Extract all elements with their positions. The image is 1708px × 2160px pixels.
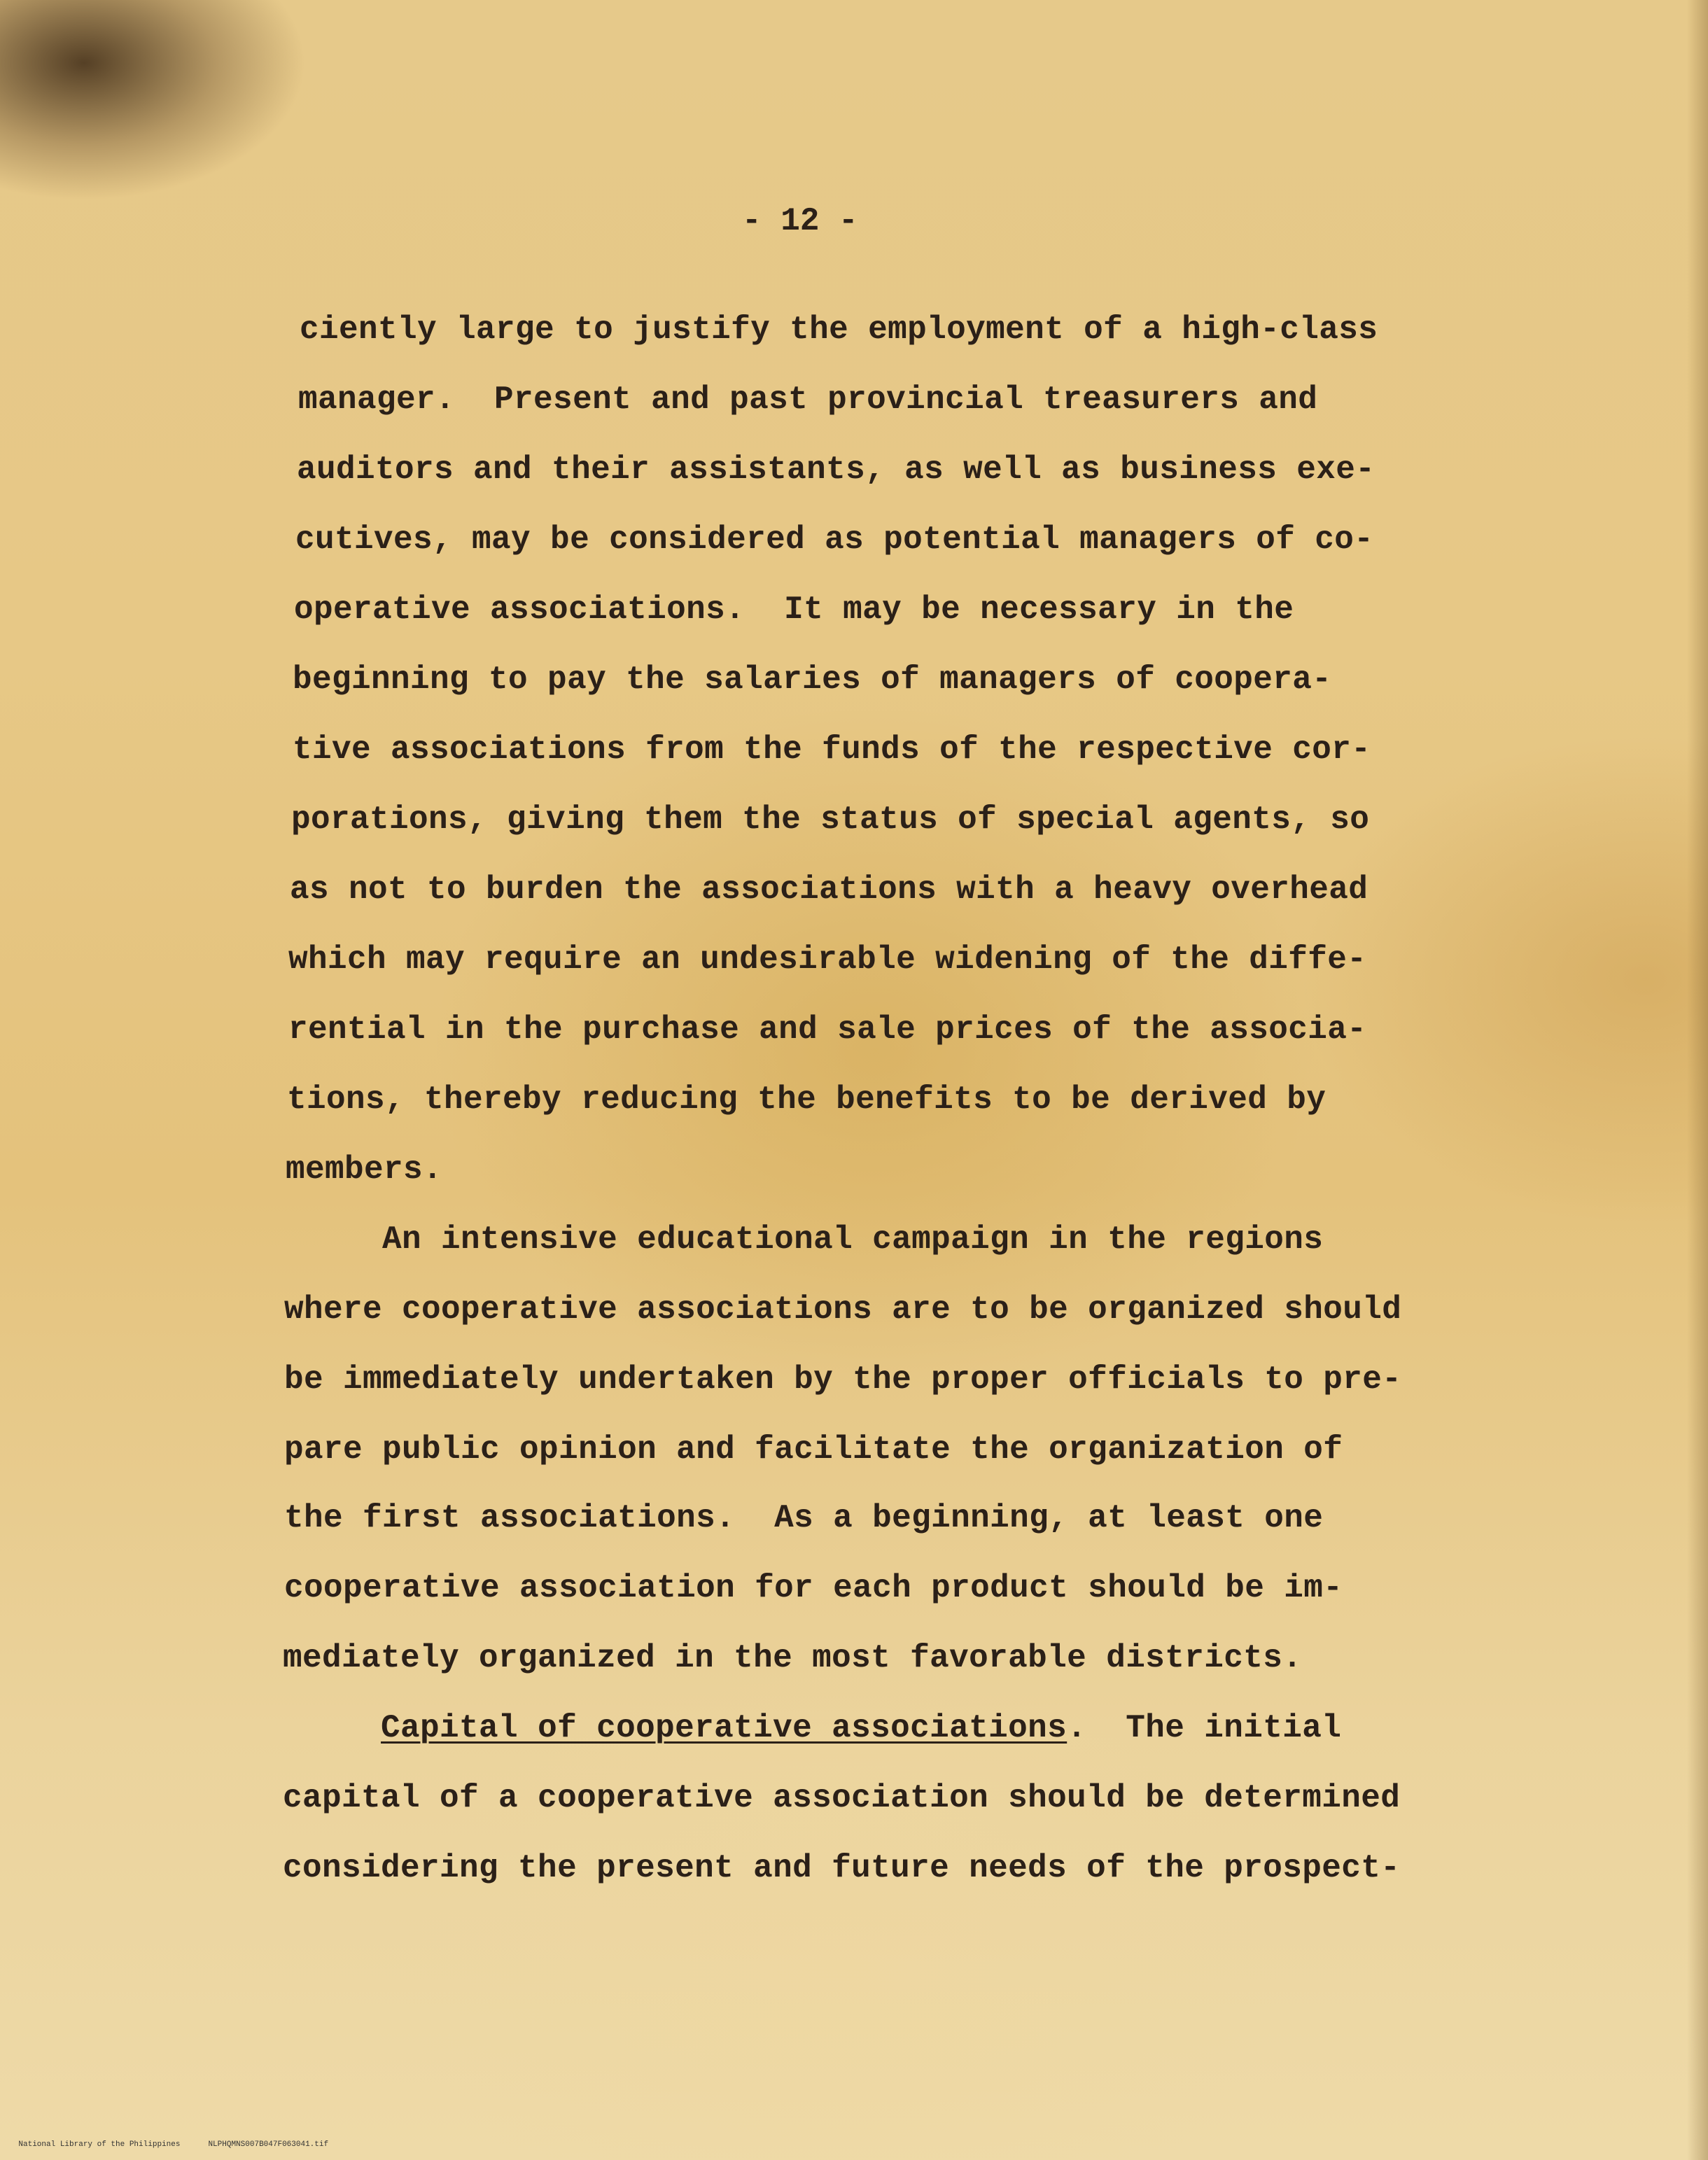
footer-library: National Library of the Philippines bbox=[18, 2140, 181, 2149]
page-number: - 12 - bbox=[742, 203, 858, 239]
footer-file: NLPHQMNS007B047F063041.tif bbox=[208, 2140, 329, 2149]
text-line: which may require an undesirable widening of the diffe- bbox=[288, 941, 1367, 978]
text-line: pare public opinion and facilitate the organization of bbox=[284, 1431, 1343, 1468]
text-line: beginning to pay the salaries of managers of coopera- bbox=[293, 661, 1332, 698]
heading-period: . bbox=[1067, 1710, 1087, 1746]
text-line: auditors and their assistants, as well as business exe- bbox=[297, 451, 1376, 488]
text-line bbox=[283, 1710, 1341, 1746]
page-edge-shading bbox=[1687, 0, 1708, 2160]
text-line: cooperative association for each product should be im- bbox=[284, 1570, 1343, 1606]
text-line: manager. Present and past provincial treasurers and bbox=[298, 381, 1318, 418]
text-line: ciently large to justify the employment of a high-class bbox=[300, 311, 1378, 348]
text-line: tive associations from the funds of the respective cor- bbox=[293, 731, 1371, 768]
text-line: rential in the purchase and sale prices of the associa- bbox=[288, 1011, 1367, 1048]
section-heading: Capital of cooperative associations bbox=[381, 1710, 1068, 1746]
text-line: the first associations. As a beginning, at least one bbox=[284, 1500, 1324, 1536]
archive-footer bbox=[0, 2132, 356, 2157]
text-line: An intensive educational campaign in the regions bbox=[284, 1221, 1324, 1258]
text-line: as not to burden the associations with a heavy overhead bbox=[290, 871, 1368, 908]
text-line: where cooperative associations are to be organized should bbox=[284, 1291, 1402, 1328]
text-line: cutives, may be considered as potential managers of co- bbox=[295, 521, 1374, 558]
text-fragment: The initial bbox=[1086, 1710, 1342, 1746]
text-line: tions, thereby reducing the benefits to be derived by bbox=[287, 1081, 1326, 1118]
text-line: porations, giving them the status of special agents, so bbox=[291, 801, 1370, 838]
text-line: operative associations. It may be necessary in the bbox=[294, 591, 1294, 628]
text-line: mediately organized in the most favorable districts. bbox=[283, 1640, 1303, 1676]
text-line: be immediately undertaken by the proper officials to pre- bbox=[284, 1361, 1402, 1398]
text-line: members. bbox=[286, 1151, 443, 1188]
text-line: capital of a cooperative association should be determined bbox=[283, 1780, 1401, 1816]
text-line: considering the present and future needs of the prospect- bbox=[283, 1850, 1401, 1886]
